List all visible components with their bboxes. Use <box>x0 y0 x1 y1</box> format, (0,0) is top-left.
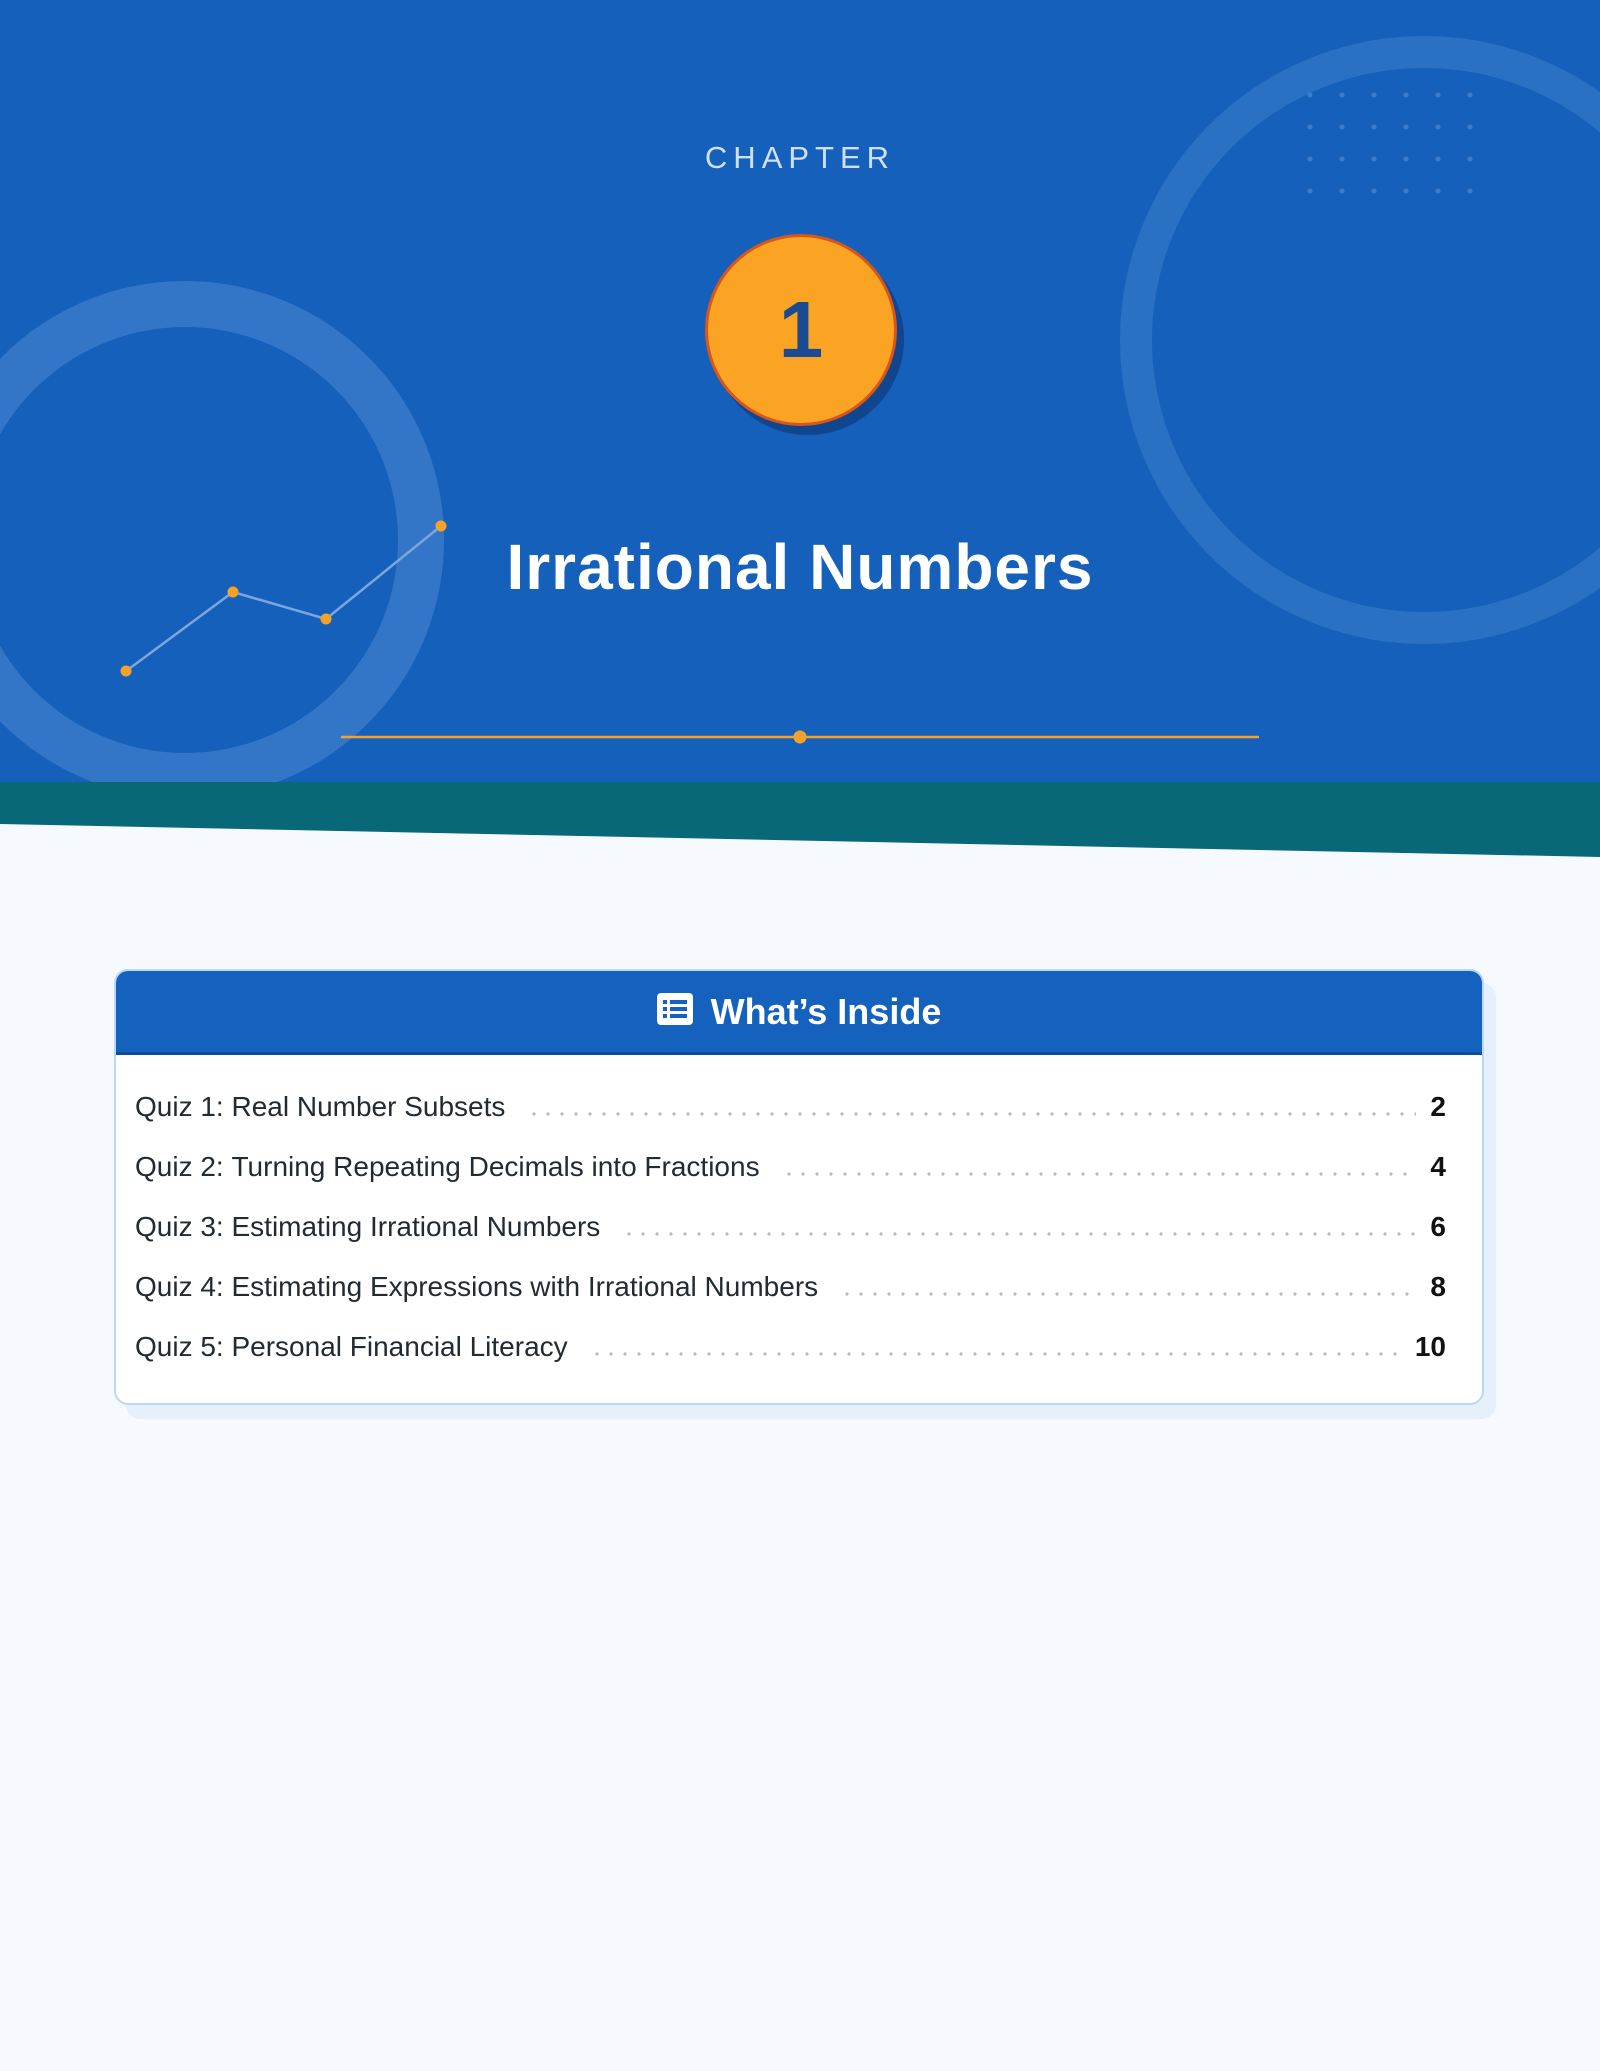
chapter-title: Irrational Numbers <box>506 531 1094 603</box>
toc-list <box>116 1055 1482 1391</box>
toc-leader-dots <box>840 1292 1416 1296</box>
toc-item-page: 2 <box>1430 1091 1446 1122</box>
toc-item-title: Estimating Expressions with Irrational Numbers <box>231 1271 819 1302</box>
list-icon <box>657 993 693 1030</box>
toc-item-prefix: Quiz 2: <box>135 1151 224 1182</box>
hero-decoration <box>0 0 1600 857</box>
chapter-number-badge: 1 <box>705 234 897 426</box>
toc-item-label <box>135 1151 760 1183</box>
toc-leader-dots <box>782 1172 1417 1176</box>
toc-item-quiz-3[interactable] <box>135 1211 1446 1271</box>
toc-leader-dots <box>622 1232 1416 1236</box>
toc-leader-dots <box>590 1352 1401 1356</box>
toc-item-page: 8 <box>1430 1271 1446 1302</box>
toc-item-quiz-4[interactable] <box>135 1271 1446 1331</box>
toc-item-label <box>135 1091 505 1123</box>
toc-header <box>116 971 1482 1055</box>
toc-item-quiz-5[interactable] <box>135 1331 1446 1391</box>
toc-item-page: 6 <box>1430 1211 1446 1242</box>
toc-item-title: Estimating Irrational Numbers <box>231 1211 601 1242</box>
toc-item-title: Turning Repeating Decimals into Fractions <box>231 1151 760 1182</box>
toc-item-prefix: Quiz 3: <box>135 1211 224 1242</box>
toc-item-title: Real Number Subsets <box>231 1091 506 1122</box>
chapter-hero <box>0 0 1600 857</box>
toc-title: What’s Inside <box>710 990 942 1032</box>
toc-item-prefix: Quiz 4: <box>135 1271 224 1302</box>
toc-item-label <box>135 1211 600 1243</box>
toc-item-title: Personal Financial Literacy <box>231 1331 568 1362</box>
chapter-label: CHAPTER <box>704 140 896 175</box>
toc-leader-dots <box>527 1112 1416 1116</box>
toc-item-label <box>135 1331 568 1363</box>
toc-item-page: 4 <box>1430 1151 1446 1182</box>
toc-card <box>114 969 1484 1405</box>
toc-item-label <box>135 1271 818 1303</box>
toc-item-prefix: Quiz 1: <box>135 1091 224 1122</box>
toc-item-page: 10 <box>1414 1331 1446 1362</box>
toc-item-quiz-2[interactable] <box>135 1151 1446 1211</box>
toc-item-prefix: Quiz 5: <box>135 1331 224 1362</box>
toc-item-quiz-1[interactable] <box>135 1091 1446 1151</box>
